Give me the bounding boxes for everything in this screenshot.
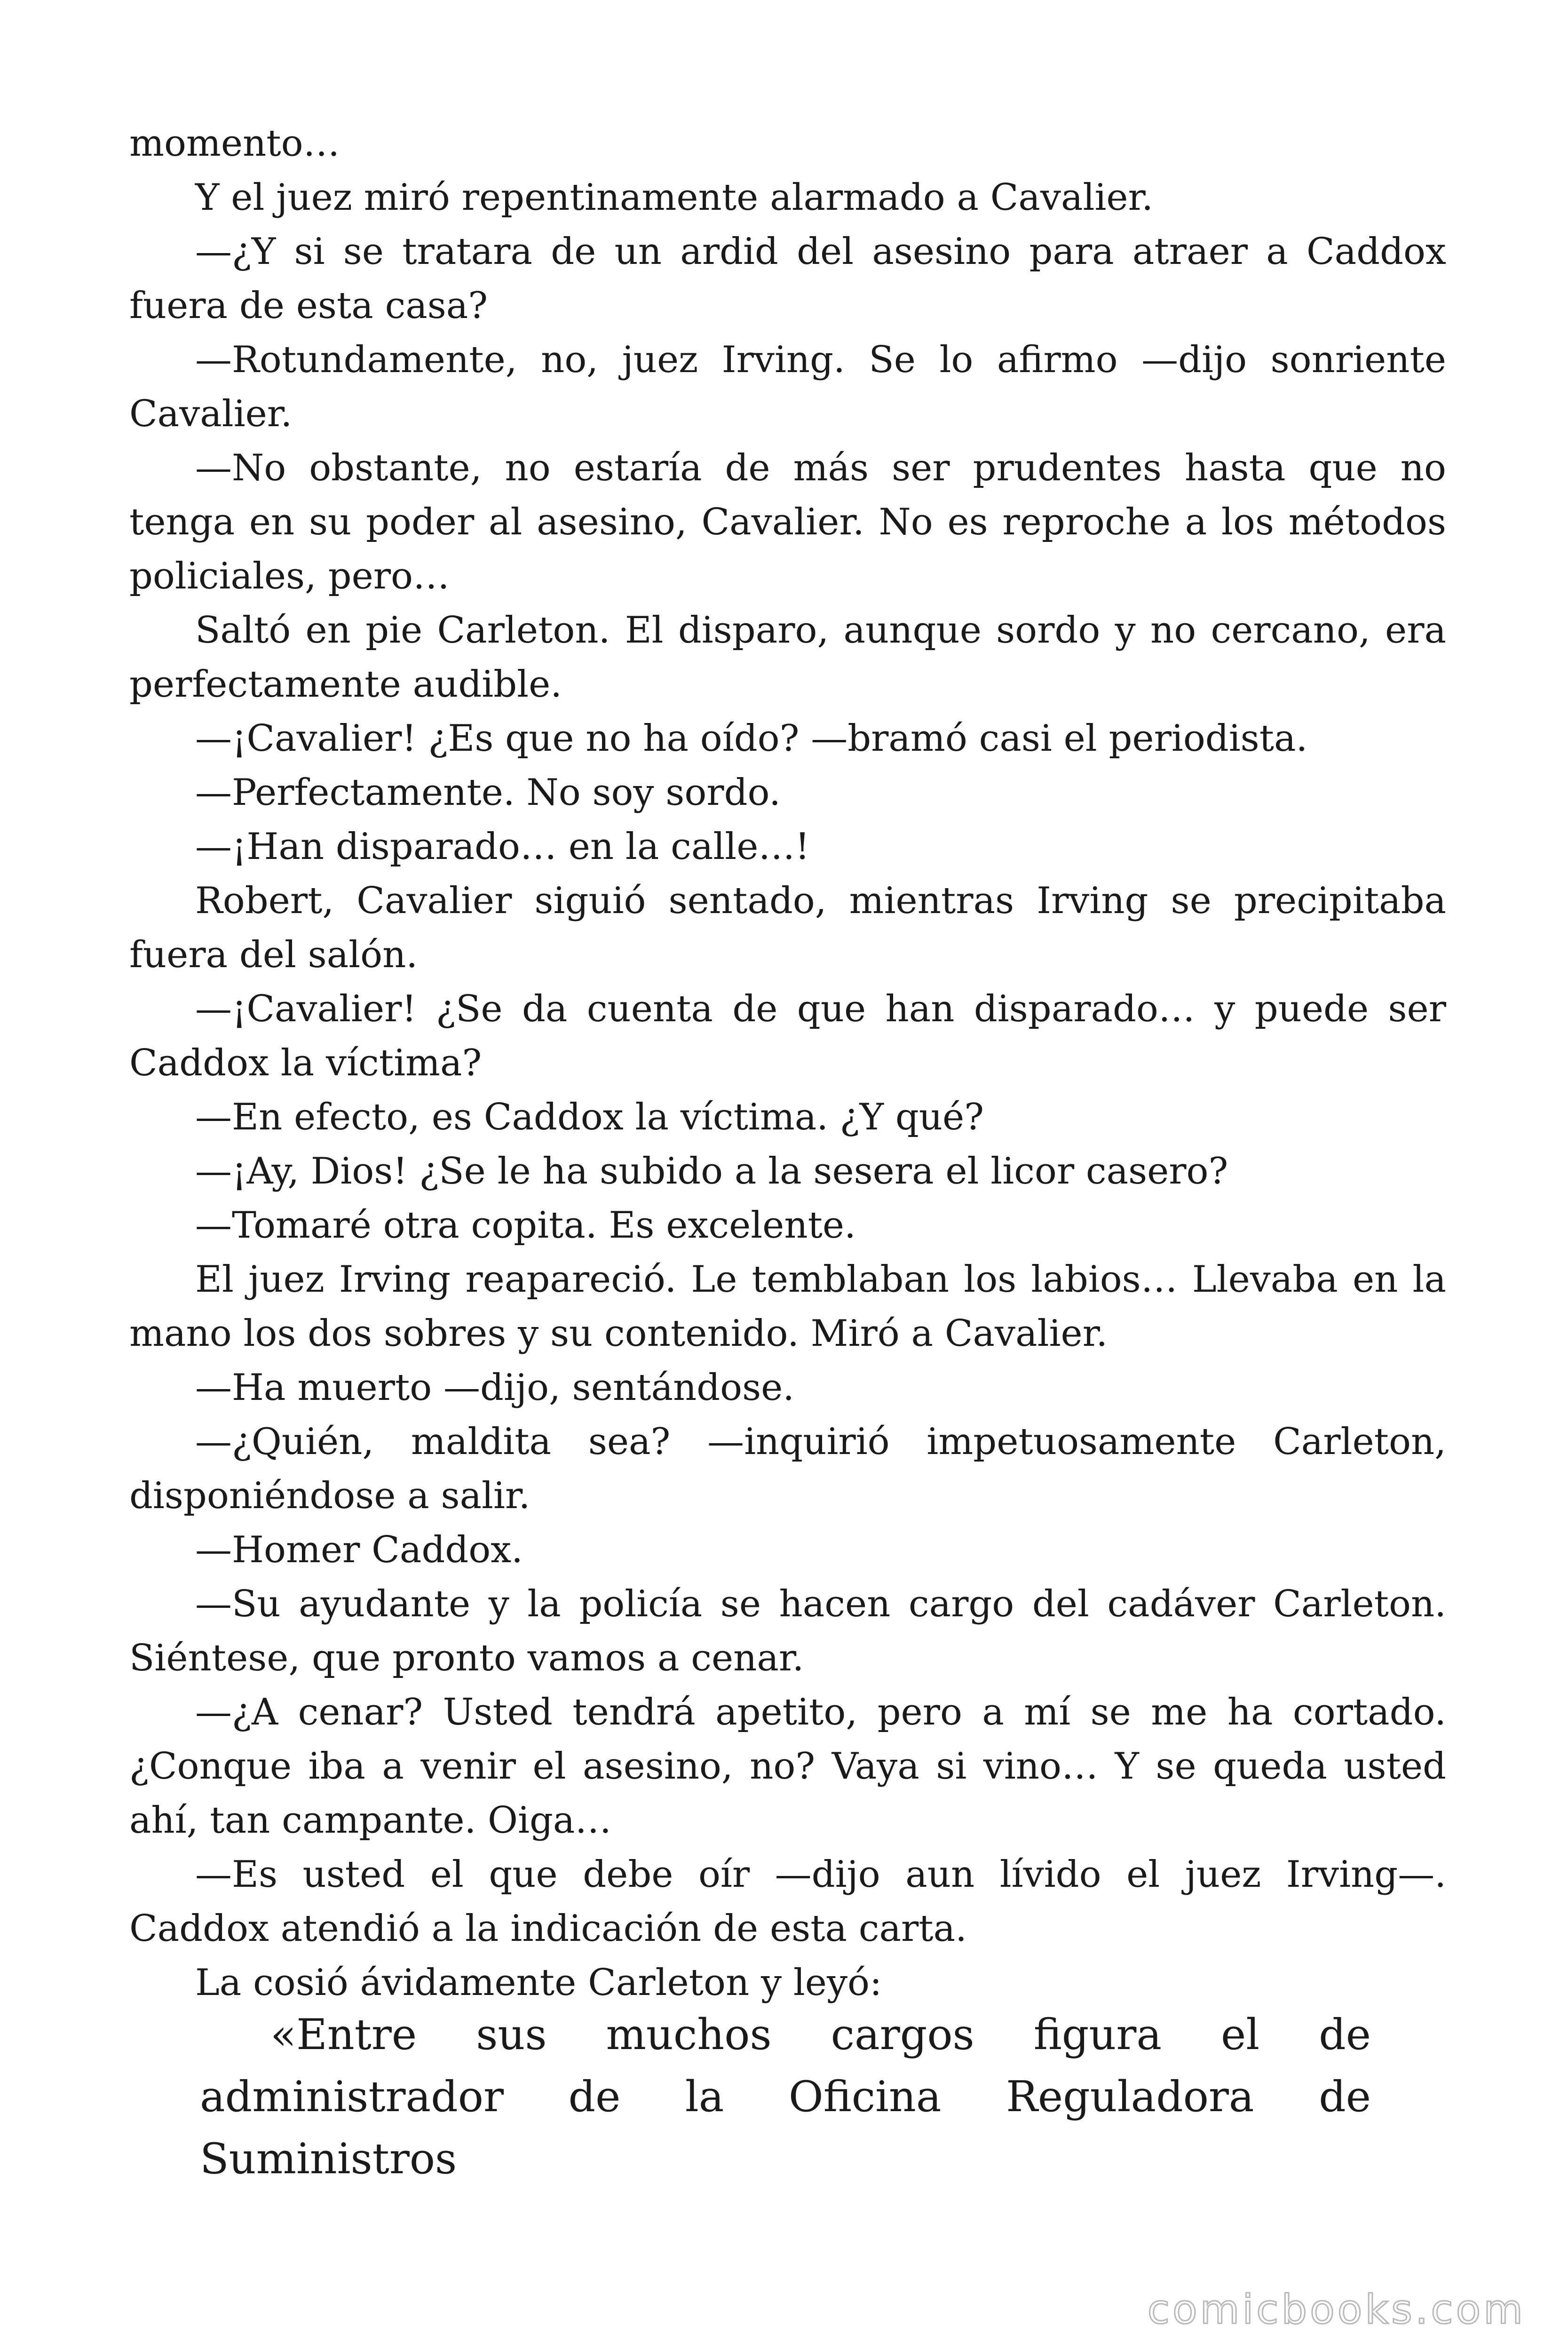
paragraph: —¡Cavalier! ¿Es que no ha oído? —bramó casi el periodista. xyxy=(195,717,1308,760)
paragraph: —¿Quién, maldita sea? —inquirió impetuosamente Carleton, disponiéndose a salir. xyxy=(129,1421,1446,1517)
paragraph: El juez Irving reapareció. Le temblaban los labios… Llevaba en la mano los dos sobres y su contenido. Miró a Cavalier. xyxy=(129,1258,1446,1355)
paragraph: Saltó en pie Carleton. El disparo, aunque sordo y no cercano, era perfectamente audible. xyxy=(129,609,1446,706)
paragraph: —¡Ay, Dios! ¿Se le ha subido a la sesera el licor casero? xyxy=(195,1150,1228,1192)
paragraph: Robert, Cavalier siguió sentado, mientras Irving se precipitaba fuera del salón. xyxy=(129,880,1446,976)
paragraph: —En efecto, es Caddox la víctima. ¿Y qué? xyxy=(195,1096,984,1138)
paragraph: —Perfectamente. No soy sordo. xyxy=(195,771,781,814)
paragraph: —Es usted el que debe oír —dijo aun lívido el juez Irving—. Caddox atendió a la indicación de esta carta. xyxy=(129,1853,1446,1950)
paragraph: —¿A cenar? Usted tendrá apetito, pero a mí se me ha cortado. ¿Conque iba a venir el asesino, no? Vaya si vino… Y se queda usted ahí, tan campante. Oiga… xyxy=(129,1691,1446,1842)
paragraph: —Tomaré otra copita. Es excelente. xyxy=(195,1204,856,1247)
paragraph: momento… xyxy=(129,122,340,165)
paragraph: —¿Y si se tratara de un ardid del asesino para atraer a Caddox fuera de esta casa? xyxy=(129,230,1446,327)
paragraph: La cosió ávidamente Carleton y leyó: xyxy=(195,1962,882,2004)
page-body xyxy=(129,117,1446,2010)
paragraph: —Homer Caddox. xyxy=(195,1529,523,1571)
paragraph: —No obstante, no estaría de más ser prudentes hasta que no tenga en su poder al asesino, Cavalier. No es reproche a los métodos policiales, pero… xyxy=(129,447,1446,597)
watermark: comicbooks.com xyxy=(1147,2286,1526,2333)
paragraph: —Ha muerto —dijo, sentándose. xyxy=(195,1367,795,1409)
paragraph: —¡Cavalier! ¿Se da cuenta de que han disparado… y puede ser Caddox la víctima? xyxy=(129,988,1446,1084)
paragraph: —Su ayudante y la policía se hacen cargo del cadáver Carleton. Siéntese, que pronto vamos a cenar. xyxy=(129,1583,1446,1679)
paragraph: Y el juez miró repentinamente alarmado a Cavalier. xyxy=(195,176,1154,219)
paragraph: —Rotundamente, no, juez Irving. Se lo afirmo —dijo sonriente Cavalier. xyxy=(129,339,1446,435)
quoted-letter: «Entre sus muchos cargos figura el de administrador de la Oficina Reguladora de Suministros xyxy=(200,2010,1371,2184)
paragraph: —¡Han disparado… en la calle…! xyxy=(195,826,810,868)
